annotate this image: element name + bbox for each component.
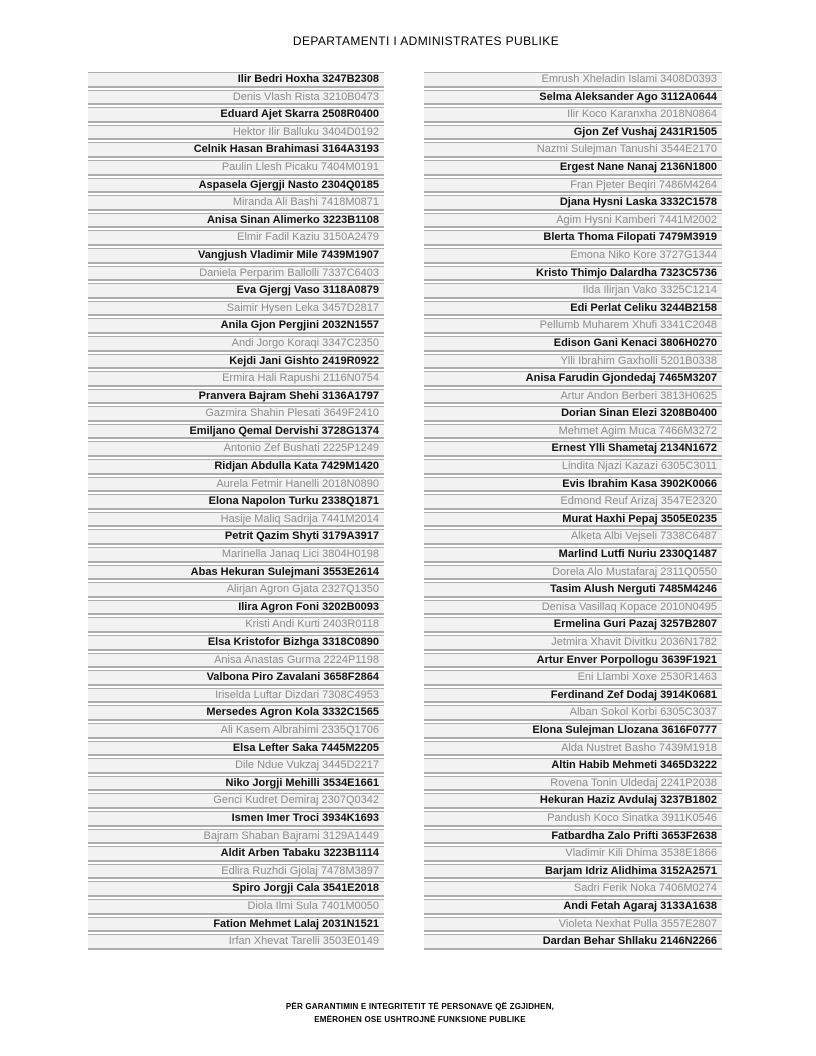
table-row: Fation Mehmet Lalaj 2031N1521	[88, 917, 384, 933]
table-row: Lindita Njazi Kazazi 6305C3011	[424, 459, 722, 475]
table-row: Ermira Hali Rapushi 2116N0754	[88, 371, 384, 387]
table-row: Rovena Tonin Uldedaj 2241P2038	[424, 776, 722, 792]
table-row: Marlind Lutfi Nuriu 2330Q1487	[424, 547, 722, 563]
table-row: Tasim Alush Nerguti 7485M4246	[424, 582, 722, 598]
table-row: Edlira Ruzhdi Gjolaj 7478M3897	[88, 864, 384, 880]
table-row: Diola Ilmi Sula 7401M0050	[88, 899, 384, 915]
table-row: Ismen Imer Troci 3934K1693	[88, 811, 384, 827]
table-row: Paulin Llesh Picaku 7404M0191	[88, 160, 384, 176]
table-row: Artur Enver Porpollogu 3639F1921	[424, 653, 722, 669]
table-row: Eva Gjergj Vaso 3118A0879	[88, 283, 384, 299]
table-row: Altin Habib Mehmeti 3465D3222	[424, 758, 722, 774]
table-row: Blerta Thoma Filopati 7479M3919	[424, 230, 722, 246]
table-row: Dorela Alo Mustafaraj 2311Q0550	[424, 565, 722, 581]
names-column-right	[424, 72, 722, 952]
footer-line-2: EMËROHEN OSE USHTROJNË FUNKSIONE PUBLIKE	[314, 1015, 526, 1024]
table-row: Emiljano Qemal Dervishi 3728G1374	[88, 424, 384, 440]
table-row: Dile Ndue Vukzaj 3445D2217	[88, 758, 384, 774]
table-row: Kejdi Jani Gishto 2419R0922	[88, 354, 384, 370]
table-row: Anisa Sinan Alimerko 3223B1108	[88, 213, 384, 229]
table-row: Vangjush Vladimir Mile 7439M1907	[88, 248, 384, 264]
table-row: Kristi Andi Kurti 2403R0118	[88, 617, 384, 633]
table-row: Sadri Ferik Noka 7406M0274	[424, 881, 722, 897]
table-row: Emrush Xheladin Islami 3408D0393	[424, 72, 722, 88]
table-row: Edison Gani Kenaci 3806H0270	[424, 336, 722, 352]
table-row: Emona Niko Kore 3727G1344	[424, 248, 722, 264]
table-row: Eduard Ajet Skarra 2508R0400	[88, 107, 384, 123]
table-row: Anisa Farudin Gjondedaj 7465M3207	[424, 371, 722, 387]
table-row: Gazmira Shahin Plesati 3649F2410	[88, 406, 384, 422]
table-row: Mersedes Agron Kola 3332C1565	[88, 705, 384, 721]
page-title: DEPARTAMENTI I ADMINISTRATES PUBLIKE	[292, 34, 560, 48]
table-row: Hektor Ilir Balluku 3404D0192	[88, 125, 384, 141]
table-row: Irfan Xhevat Tarelli 3503E0149	[88, 934, 384, 950]
table-row: Violeta Nexhat Pulla 3557E2807	[424, 917, 722, 933]
table-row: Murat Haxhi Pepaj 3505E0235	[424, 512, 722, 528]
table-row: Miranda Ali Bashi 7418M0871	[88, 195, 384, 211]
table-row: Alban Sokol Korbi 6305C3037	[424, 705, 722, 721]
table-row: Ylli Ibrahim Gaxholli 5201B0338	[424, 354, 722, 370]
table-row: Agim Hysni Kamberi 7441M2002	[424, 213, 722, 229]
table-row: Pandush Koco Sinatka 3911K0546	[424, 811, 722, 827]
table-row: Ergest Nane Nanaj 2136N1800	[424, 160, 722, 176]
table-row: Nazmi Sulejman Tanushi 3544E2170	[424, 142, 722, 158]
table-row: Iriselda Luftar Dizdari 7308C4953	[88, 688, 384, 704]
table-row: Hekuran Haziz Avdulaj 3237B1802	[424, 793, 722, 809]
table-row: Gjon Zef Vushaj 2431R1505	[424, 125, 722, 141]
table-row: Antonio Zef Bushati 2225P1249	[88, 441, 384, 457]
table-row: Petrit Qazim Shyti 3179A3917	[88, 529, 384, 545]
table-row: Selma Aleksander Ago 3112A0644	[424, 90, 722, 106]
table-row: Celnik Hasan Brahimasi 3164A3193	[88, 142, 384, 158]
table-row: Artur Andon Berberi 3813H0625	[424, 389, 722, 405]
table-row: Bajram Shaban Bajrami 3129A1449	[88, 829, 384, 845]
table-row: Andi Fetah Agaraj 3133A1638	[424, 899, 722, 915]
table-row: Anila Gjon Pergjini 2032N1557	[88, 318, 384, 334]
table-row: Denis Vlash Rista 3210B0473	[88, 90, 384, 106]
table-row: Djana Hysni Laska 3332C1578	[424, 195, 722, 211]
table-row: Ernest Ylli Shametaj 2134N1672	[424, 441, 722, 457]
table-row: Alketa Albi Vejseli 7338C6487	[424, 529, 722, 545]
table-row: Denisa Vasillaq Kopace 2010N0495	[424, 600, 722, 616]
table-row: Ilda Ilirjan Vako 3325C1214	[424, 283, 722, 299]
table-row: Fatbardha Zalo Prifti 3653F2638	[424, 829, 722, 845]
table-row: Andi Jorgo Koraqi 3347C2350	[88, 336, 384, 352]
table-row: Kristo Thimjo Dalardha 7323C5736	[424, 266, 722, 282]
table-row: Ferdinand Zef Dodaj 3914K0681	[424, 688, 722, 704]
table-row: Aurela Fetmir Hanelli 2018N0890	[88, 477, 384, 493]
table-row: Ali Kasem Albrahimi 2335Q1706	[88, 723, 384, 739]
table-row: Aldit Arben Tabaku 3223B1114	[88, 846, 384, 862]
table-row: Abas Hekuran Sulejmani 3553E2614	[88, 565, 384, 581]
table-row: Evis Ibrahim Kasa 3902K0066	[424, 477, 722, 493]
table-row: Alda Nustret Basho 7439M1918	[424, 741, 722, 757]
table-row: Alirjan Agron Gjata 2327Q1350	[88, 582, 384, 598]
table-row: Pellumb Muharem Xhufi 3341C2048	[424, 318, 722, 334]
table-row: Edmond Reuf Arizaj 3547E2320	[424, 494, 722, 510]
table-row: Mehmet Agim Muca 7466M3272	[424, 424, 722, 440]
table-row: Daniela Perparim Ballolli 7337C6403	[88, 266, 384, 282]
table-row: Ermelina Guri Pazaj 3257B2807	[424, 617, 722, 633]
table-row: Saimir Hysen Leka 3457D2817	[88, 301, 384, 317]
table-row: Elsa Kristofor Bizhga 3318C0890	[88, 635, 384, 651]
footer-line-1: PËR GARANTIMIN E INTEGRITETIT TË PERSONAVE QË ZGJIDHEN,	[285, 1002, 555, 1011]
table-row: Ilir Bedri Hoxha 3247B2308	[88, 72, 384, 88]
table-row: Aspasela Gjergji Nasto 2304Q0185	[88, 178, 384, 194]
table-row: Ilira Agron Foni 3202B0093	[88, 600, 384, 616]
table-row: Spiro Jorgji Cala 3541E2018	[88, 881, 384, 897]
table-row: Jetmira Xhavit Divitku 2036N1782	[424, 635, 722, 651]
table-row: Vladimir Kili Dhima 3538E1866	[424, 846, 722, 862]
table-row: Dorian Sinan Elezi 3208B0400	[424, 406, 722, 422]
table-row: Anisa Anastas Gurma 2224P1198	[88, 653, 384, 669]
table-row: Fran Pjeter Beqiri 7486M4264	[424, 178, 722, 194]
table-row: Valbona Piro Zavalani 3658F2864	[88, 670, 384, 686]
table-row: Genci Kudret Demiraj 2307Q0342	[88, 793, 384, 809]
table-row: Eni Llambi Xoxe 2530R1463	[424, 670, 722, 686]
table-row: Elmir Fadil Kaziu 3150A2479	[88, 230, 384, 246]
table-row: Niko Jorgji Mehilli 3534E1661	[88, 776, 384, 792]
table-row: Elona Sulejman Llozana 3616F0777	[424, 723, 722, 739]
table-row: Dardan Behar Shllaku 2146N2266	[424, 934, 722, 950]
names-column-left	[88, 72, 384, 952]
table-row: Marinella Janaq Lici 3804H0198	[88, 547, 384, 563]
table-row: Elsa Lefter Saka 7445M2205	[88, 741, 384, 757]
table-row: Ilir Koco Karanxha 2018N0864	[424, 107, 722, 123]
table-row: Barjam Idriz Alidhima 3152A2571	[424, 864, 722, 880]
table-row: Edi Perlat Celiku 3244B2158	[424, 301, 722, 317]
table-row: Ridjan Abdulla Kata 7429M1420	[88, 459, 384, 475]
table-row: Pranvera Bajram Shehi 3136A1797	[88, 389, 384, 405]
table-row: Elona Napolon Turku 2338Q1871	[88, 494, 384, 510]
footer-note	[24, 1000, 816, 1026]
table-row: Hasije Maliq Sadrija 7441M2014	[88, 512, 384, 528]
